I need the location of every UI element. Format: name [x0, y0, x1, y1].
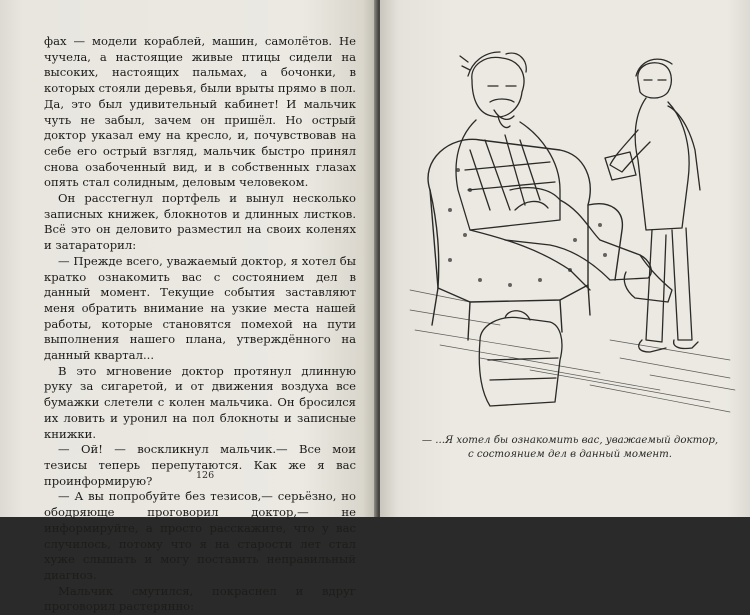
illustration-caption [420, 434, 720, 461]
caption-line: с состоянием дел в данный момент. [467, 448, 673, 460]
body-text [44, 34, 356, 615]
briefcase [479, 311, 562, 406]
paragraph: фах — модели кораблей, машин, самолётов. Не чучела, а настоящие живые птицы сидели на высоких, настоящих пальмах, а бочонки, в которых стояли деревья, были врыты прямо в пол. Да, это был удивительный кабинет! И мальчик чуть не забыл, зачем он пришёл. Но острый доктор указал ему на кресло, и, почувствовав на себе его острый взгляд, мальчик быстро принял снова озабоченный вид, и в собственных глазах опять стал солидным, деловым человеком. [44, 34, 356, 190]
caption-line: — ...Я хотел бы ознакомить вас, уважаемый доктор, [421, 435, 719, 446]
paragraph: В это мгновение доктор протянул длинную руку за сигаретой, и от движения воздуха все бумажки слетели с колен мальчика. Он бросился их ловить и уронил на пол блокноты и записные книжки. [44, 363, 356, 441]
paragraph: Он расстегнул портфель и вынул несколько записных книжек, блокнотов и длинных листков. Всё это он деловито разместил на своих коленях и затараторил: [44, 191, 356, 253]
doctor-and-boy-illustration [410, 40, 740, 422]
paragraph: — Прежде всего, уважаемый доктор, я хотел бы кратко ознакомить вас с состоянием дел в данный момент. Текущие события заставляют меня обратить внимание на узкие места нашей работы, которые становятся помехой на пути выполнения нашего плана, утверждённого на данный квартал... [44, 253, 356, 363]
boy-figure [605, 59, 700, 352]
armchair-pattern [448, 168, 607, 287]
paragraph: — Ой! — воскликнул мальчик.— Все мои тезисы теперь перепутаются. Как же я вас проинформирую? [44, 442, 356, 488]
paragraph: Мальчик смутился, покраснел и вдруг проговорил растерянно: [44, 583, 356, 614]
floor-hatching [410, 290, 735, 412]
page-number: 126 [196, 470, 215, 481]
paragraph: — А вы попробуйте без тезисов,— серьёзно, но ободряюще проговорил доктор,— не информируйте, а просто расскажите, что у вас случилось, потому что я на старости лет стал хуже слышать и могу поставить неправильный диагноз. [44, 489, 356, 582]
right-page [380, 0, 750, 517]
